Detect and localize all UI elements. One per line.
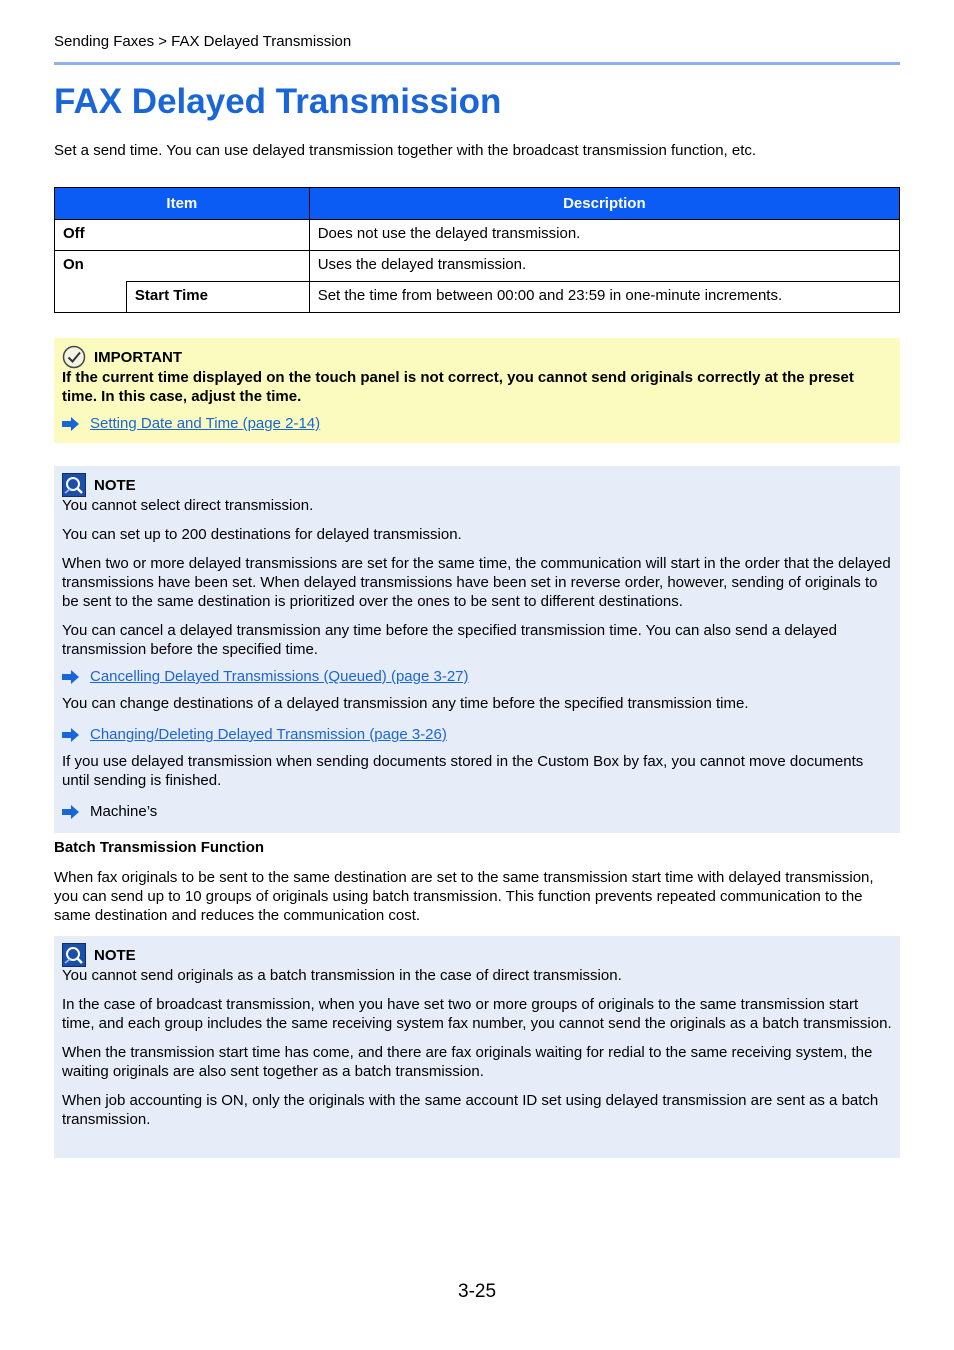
page-number: 3-25 xyxy=(458,1281,497,1302)
note-paragraph: You can change destinations of a delayed transmission any time before the specified transmission time. xyxy=(62,695,749,712)
note-paragraph: When two or more delayed transmissions are set for the same time, the communication will start in the order that the delayed transmissions have been set. When delayed transmissions have been set in reverse order, however, sending of originals to be sent to the same destination is prioritized over the ones to be sent to different destinations. xyxy=(62,555,891,610)
table-header-description: Description xyxy=(309,188,899,220)
note-link-line xyxy=(62,725,892,744)
note-label: NOTE xyxy=(94,476,136,494)
table-header-item: Item xyxy=(55,188,310,220)
intro-text: Set a send time. You can use delayed transmission together with the broadcast transmission function, etc. xyxy=(54,142,757,159)
table-row xyxy=(55,251,900,282)
note-paragraph: When the transmission start time has come, and there are fax originals waiting for redial to the same receiving system, the waiting originals are also sent together as a batch transmission. xyxy=(62,1044,873,1080)
note-paragraph: If you use delayed transmission when sending documents stored in the Custom Box by fax, you cannot move documents until sending is finished. xyxy=(62,753,864,789)
note-paragraph: In the case of broadcast transmission, when you have set two or more groups of originals to the same transmission start time, and each group includes the same receiving system fax number, you cannot send the originals as a batch transmission. xyxy=(62,996,892,1032)
note-header xyxy=(62,944,892,966)
table-cell-description: Set the time from between 00:00 and 23:59 in one-minute increments. xyxy=(309,282,899,313)
table-cell-item: On xyxy=(55,251,310,282)
note-box xyxy=(54,936,900,1158)
breadcrumb: Sending Faxes > FAX Delayed Transmission xyxy=(54,33,352,50)
important-label: IMPORTANT xyxy=(94,348,183,366)
arrow-right-icon xyxy=(62,728,80,742)
important-header xyxy=(62,346,892,368)
table-cell-subitem: Start Time xyxy=(126,282,309,313)
important-text: If the current time displayed on the touch panel is not correct, you cannot send originals correctly at the preset time. In this case, adjust the time. xyxy=(62,369,854,405)
checkmark-icon xyxy=(62,345,86,369)
note-paragraph: When job accounting is ON, only the originals with the same account ID set using delayed transmission are sent as a batch transmission. xyxy=(62,1092,879,1128)
note-paragraph: You cannot select direct transmission. xyxy=(62,497,314,514)
note-reference-line xyxy=(62,802,892,821)
note-box xyxy=(54,466,900,833)
page-title: FAX Delayed Transmission xyxy=(54,82,502,121)
note-header xyxy=(62,474,892,496)
reference-text: Machine’s xyxy=(90,803,158,820)
note-label: NOTE xyxy=(94,946,136,964)
link-changing-deleting-delayed[interactable]: Changing/Deleting Delayed Transmission (page 3-26) xyxy=(90,726,447,743)
table-row xyxy=(55,282,900,313)
note-paragraph: You can set up to 200 destinations for delayed transmission. xyxy=(62,526,462,543)
batch-paragraph: When fax originals to be sent to the same destination are set to the same transmission start time with delayed transmission, you can send up to 10 groups of originals using batch transmission. This function prevents repeated communication to the same destination and reduces the communication cost. xyxy=(54,869,874,924)
table-cell-item: Off xyxy=(55,220,310,251)
note-icon xyxy=(62,473,86,497)
note-icon xyxy=(62,943,86,967)
table-cell-description: Uses the delayed transmission. xyxy=(309,251,899,282)
arrow-right-icon xyxy=(62,670,80,684)
header-rule xyxy=(54,62,900,65)
link-setting-date-time[interactable]: Setting Date and Time (page 2-14) xyxy=(90,415,321,432)
link-cancelling-delayed[interactable]: Cancelling Delayed Transmissions (Queued) (page 3-27) xyxy=(90,668,469,685)
section-heading: Batch Transmission Function xyxy=(54,839,265,856)
settings-table xyxy=(54,187,900,313)
note-paragraph: You cannot send originals as a batch transmission in the case of direct transmission. xyxy=(62,967,622,984)
note-link-line xyxy=(62,667,892,686)
table-cell-description: Does not use the delayed transmission. xyxy=(309,220,899,251)
arrow-right-icon xyxy=(62,805,80,819)
arrow-right-icon xyxy=(62,417,80,431)
note-paragraph: You can cancel a delayed transmission any time before the specified transmission time. You can also send a delayed transmission before the specified time. xyxy=(62,622,837,658)
table-row xyxy=(55,220,900,251)
important-box xyxy=(54,338,900,443)
table-header-row xyxy=(55,188,900,220)
important-link-line xyxy=(62,414,892,433)
table-cell-spacer xyxy=(55,282,127,313)
